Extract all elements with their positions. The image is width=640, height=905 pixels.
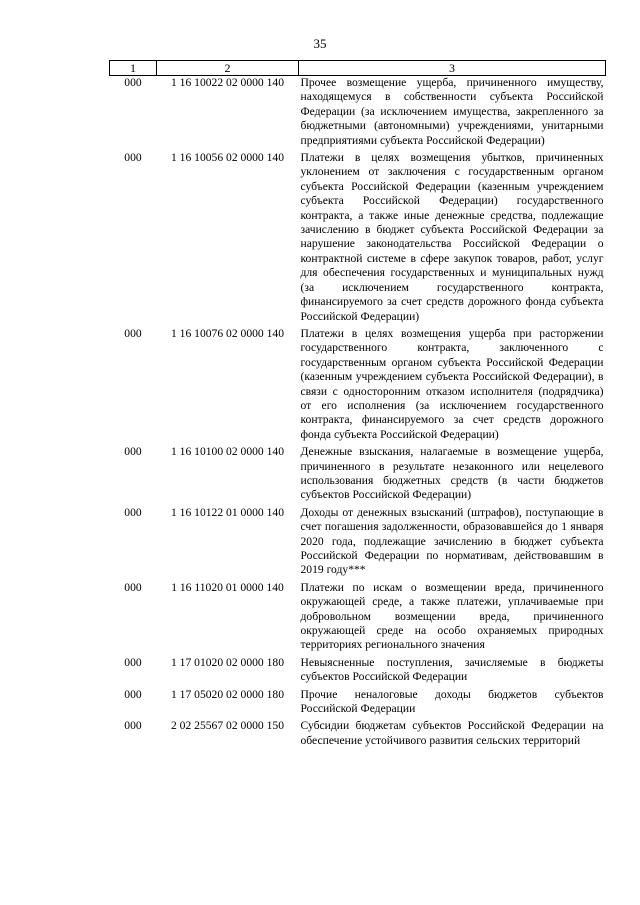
budget-code-cell: 1 16 10100 02 0000 140 xyxy=(170,445,285,459)
header-col-3: 3 xyxy=(299,61,606,76)
admin-code-cell: 000 xyxy=(124,76,142,89)
income-name-cell: Прочие неналоговые доходы бюджетов субъектов Российской Федерации xyxy=(300,687,604,716)
income-name-cell: Прочее возмещение ущерба, причиненного имуществу, находящемуся в собственности субъекта Российской Федерации (за исключением имущества, закрепленного за бюджетными (автономными) учреждениями, унитарными предприятиями субъекта Российской Федерации) xyxy=(300,76,604,147)
income-name-cell: Платежи в целях возмещения ущерба при расторжении государственного контракта, заключенного с государственным органом субъекта Российской Федерации (казенным учреждением субъекта Российской Федерации), в связи с односторонним отказом исполнителя (подрядчика) от его исполнения (за исключением государственного контракта, финансируемого за счет средств дорожного фонда субъекта Российской Федерации) xyxy=(300,326,604,441)
admin-code-cell: 000 xyxy=(124,326,142,340)
income-name-cell: Денежные взыскания, налагаемые в возмещение ущерба, причиненного в результате незаконного или нецелевого использования бюджетных средств (в части бюджетов субъектов Российской Федерации) xyxy=(300,445,604,502)
header-col-1: 1 xyxy=(110,61,157,76)
table-row xyxy=(110,581,606,656)
table-row xyxy=(110,327,606,445)
header-col-2: 2 xyxy=(157,61,299,76)
budget-code-cell: 1 16 10076 02 0000 140 xyxy=(170,326,285,340)
table-row xyxy=(110,445,606,506)
admin-code-cell: 000 xyxy=(124,445,142,459)
income-name-cell: Доходы от денежных взысканий (штрафов), поступающие в счет погашения задолженности, образовавшейся до 1 января 2020 года, подлежащие зачислению в бюджет субъекта Российской Федерации по нормативам, действовавшим в 2019 году*** xyxy=(300,505,604,577)
table-row xyxy=(110,688,606,720)
budget-code-cell: 1 17 05020 02 0000 180 xyxy=(170,687,285,701)
table-row xyxy=(110,506,606,581)
table-row xyxy=(110,656,606,688)
table-row xyxy=(110,76,606,152)
budget-code-cell: 1 16 10056 02 0000 140 xyxy=(170,151,285,165)
table-row xyxy=(110,151,606,327)
budget-code-cell: 2 02 25567 02 0000 150 xyxy=(170,719,285,733)
admin-code-cell: 000 xyxy=(124,505,142,519)
table-row xyxy=(110,719,606,751)
income-name-cell: Платежи по искам о возмещении вреда, причиненного окружающей среде, а также платежи, уплачиваемые при добровольном возмещении вреда, причиненного окружающей среде на особо охраняемых природных территориях регионального значения xyxy=(300,580,604,652)
admin-code-cell: 000 xyxy=(124,580,142,594)
income-name-cell: Субсидии бюджетам субъектов Российской Федерации на обеспечение устойчивого развития сельских территорий xyxy=(300,719,604,747)
admin-code-cell: 000 xyxy=(124,655,142,669)
budget-code-cell: 1 16 11020 01 0000 140 xyxy=(171,580,284,594)
income-name-cell: Платежи в целях возмещения убытков, причиненных уклонением от заключения с государственным органом субъекта Российской Федерации (казенным учреждением субъекта Российской Федерации) государственного контракта, а также иные денежные средства, подлежащие зачислению в бюджет субъекта Российской Федерации за нарушение законодательства Российской Федерации о контрактной системе в сфере закупок товаров, работ, услуг для обеспечения государственных и муниципальных нужд (за исключением государственного контракта, финансируемого за счет средств дорожного фонда субъекта Российской Федерации) xyxy=(300,151,604,323)
table-header-row xyxy=(110,61,606,76)
income-name-cell: Невыясненные поступления, зачисляемые в бюджеты субъектов Российской Федерации xyxy=(300,655,604,684)
admin-code-cell: 000 xyxy=(124,151,142,165)
admin-code-cell: 000 xyxy=(124,719,142,733)
budget-classification-table xyxy=(109,60,606,751)
budget-code-cell: 1 17 01020 02 0000 180 xyxy=(170,655,285,669)
admin-code-cell: 000 xyxy=(124,687,142,701)
page-number: 35 xyxy=(313,36,327,51)
budget-code-cell: 1 16 10022 02 0000 140 xyxy=(170,76,285,89)
budget-code-cell: 1 16 10122 01 0000 140 xyxy=(170,505,285,519)
